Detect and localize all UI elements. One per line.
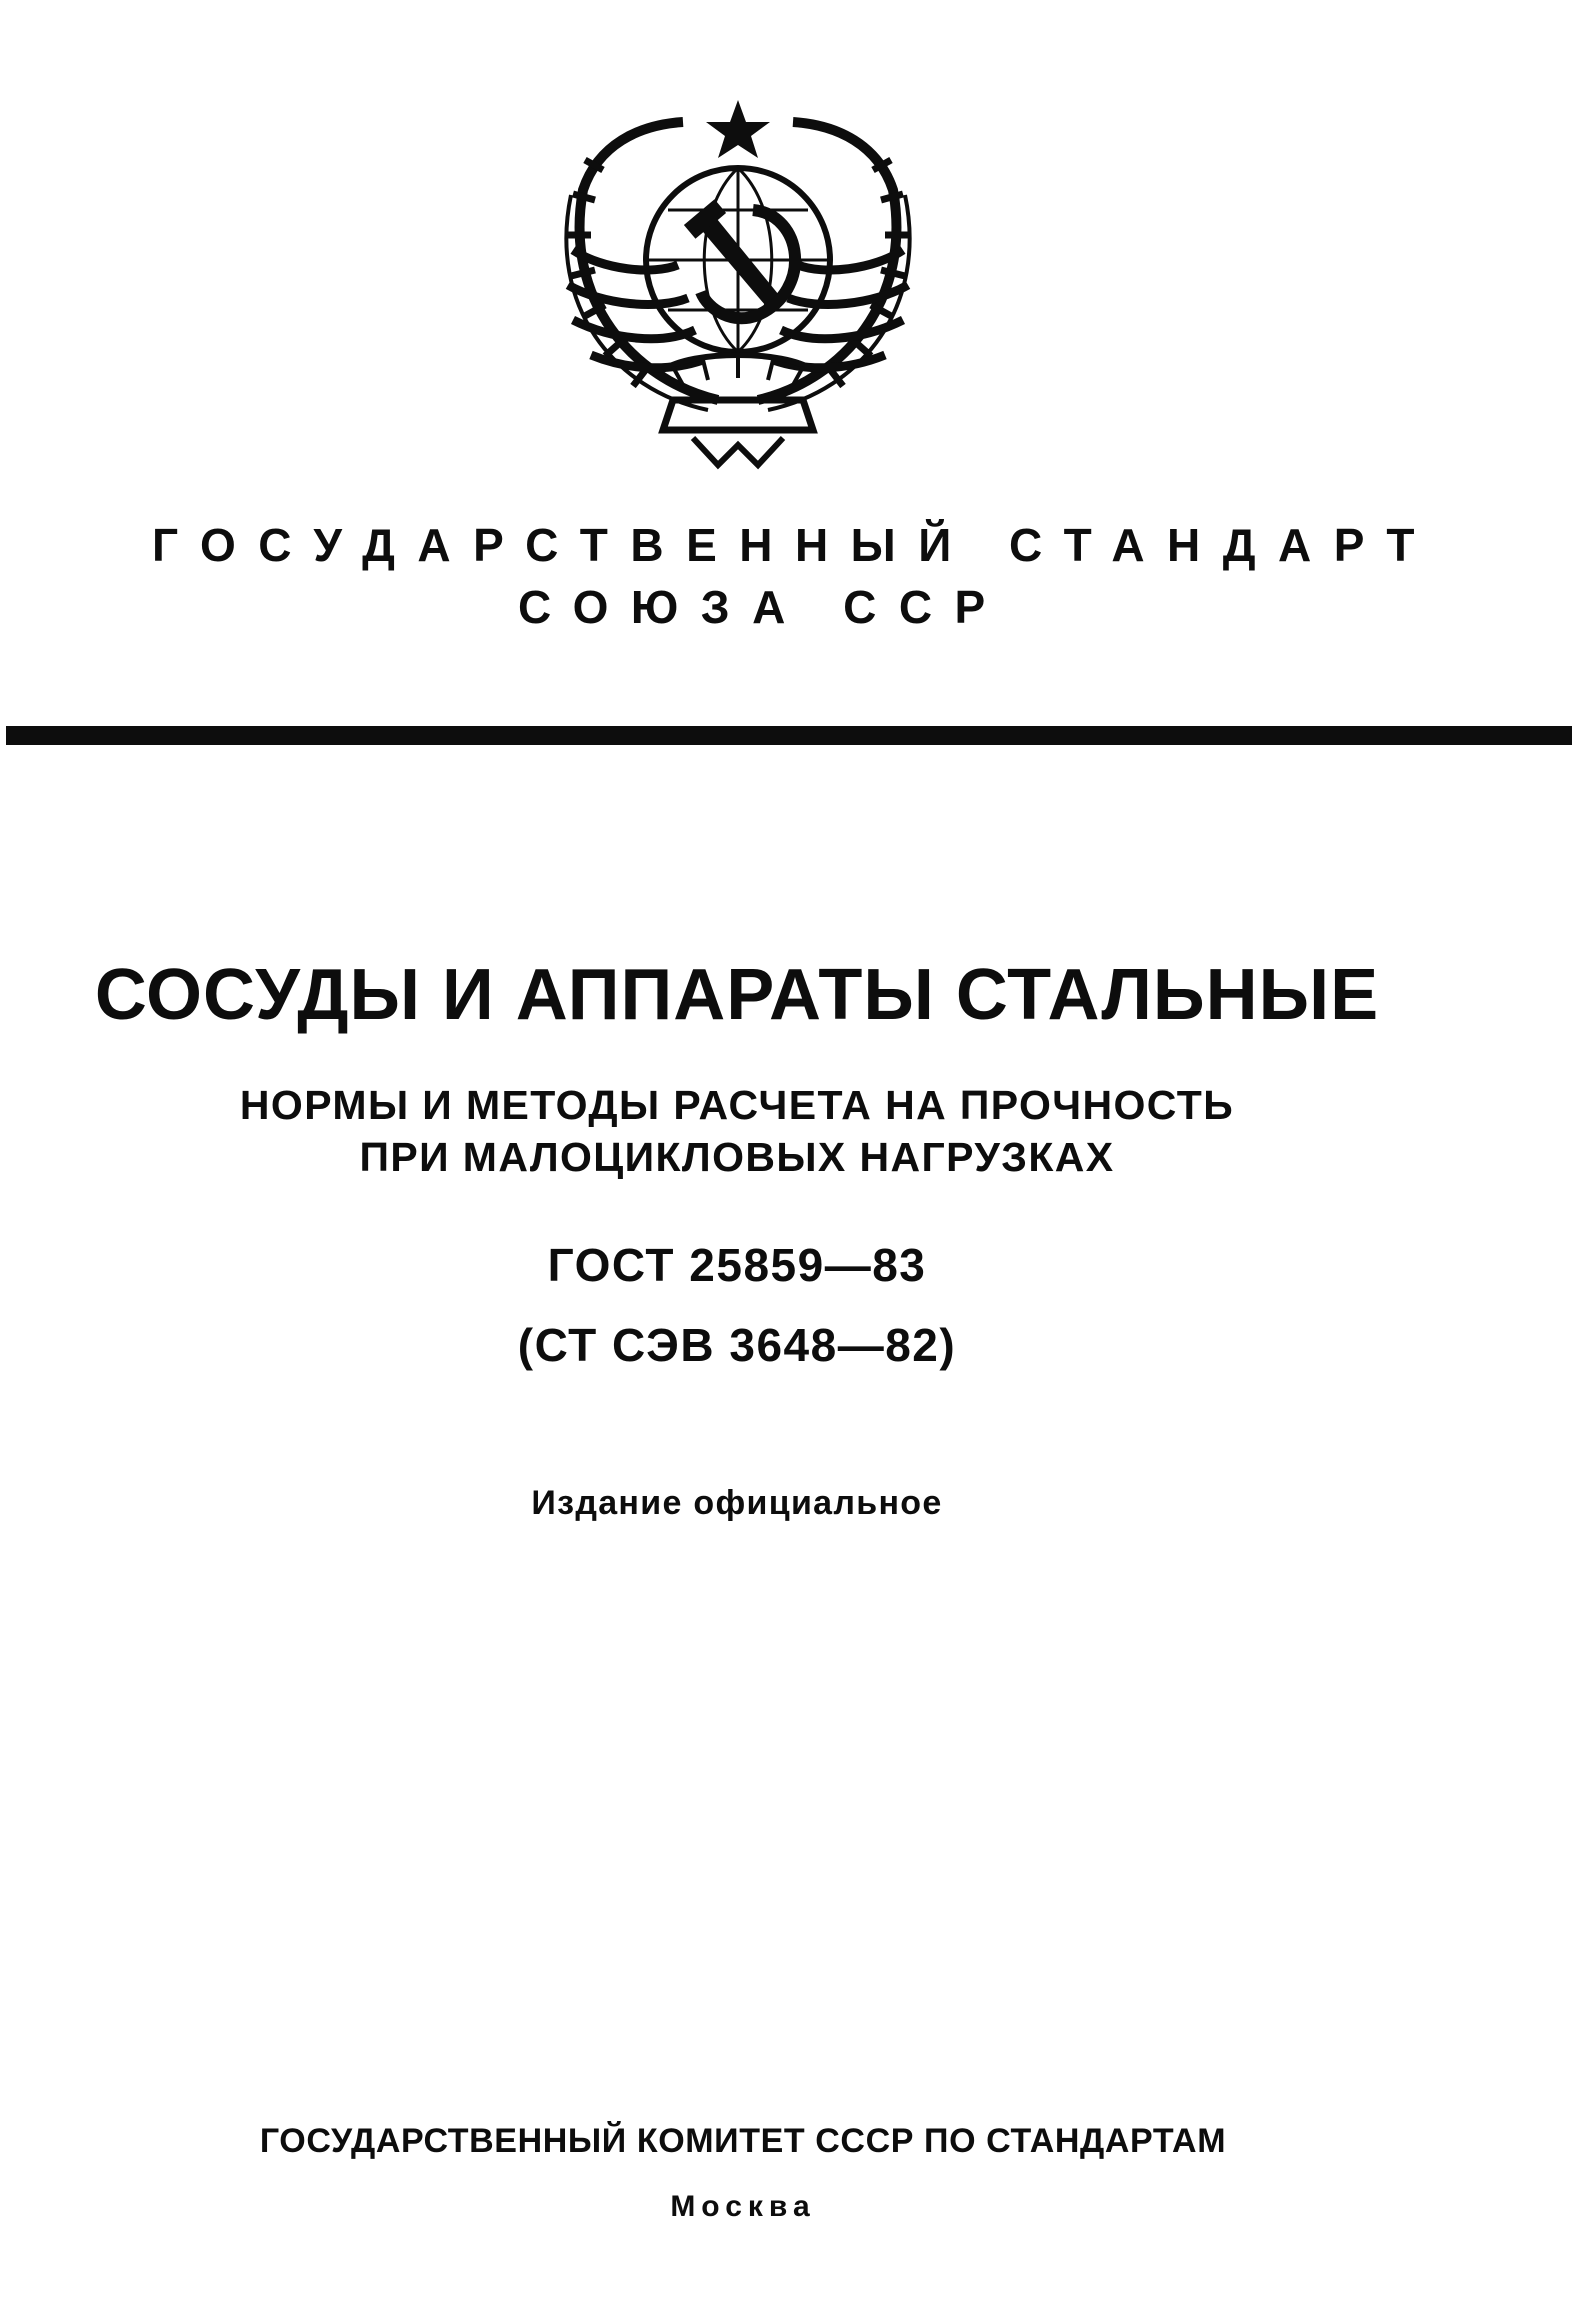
- st-sev-number: (СТ СЭВ 3648—82): [517, 1319, 957, 1371]
- edition-label: Издание официальное: [531, 1484, 943, 1522]
- publication-city: Москва: [670, 2190, 816, 2223]
- publisher-name: ГОСУДАРСТВЕННЫЙ КОМИТЕТ СССР ПО СТАНДАРТАМ: [259, 2122, 1227, 2160]
- document-title: СОСУДЫ И АППАРАТЫ СТАЛЬНЫЕ: [94, 955, 1380, 1035]
- ussr-state-emblem-icon: [543, 100, 933, 475]
- gost-number: ГОСТ 25859—83: [547, 1239, 927, 1291]
- header-standard-title: ГОСУДАРСТВЕННЫЙ СТАНДАРТ: [152, 519, 1437, 571]
- document-subtitle-line2: ПРИ МАЛОЦИКЛОВЫХ НАГРУЗКАХ: [359, 1134, 1115, 1180]
- document-subtitle-line1: НОРМЫ И МЕТОДЫ РАСЧЕТА НА ПРОЧНОСТЬ: [239, 1082, 1235, 1128]
- header-union-title: СОЮЗА ССР: [518, 581, 1008, 633]
- header-divider: [6, 726, 1572, 745]
